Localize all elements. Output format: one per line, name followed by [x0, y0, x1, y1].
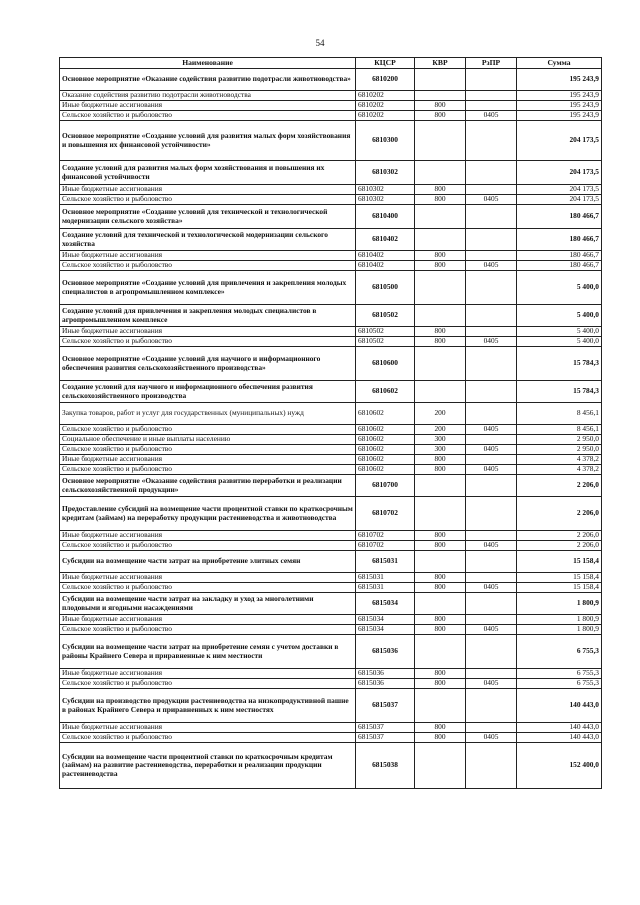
cell-kvr [415, 381, 466, 403]
cell-sum: 180 466,7 [517, 261, 602, 271]
cell-sum: 204 173,5 [517, 195, 602, 205]
cell-sum: 140 443,0 [517, 723, 602, 733]
cell-name: Сельское хозяйство и рыболовство [60, 583, 356, 593]
budget-table [59, 57, 602, 789]
cell-rzpr: 0405 [466, 261, 517, 271]
table-row [60, 465, 602, 475]
table-row [60, 91, 602, 101]
cell-kcsr: 6810600 [356, 347, 415, 381]
cell-kcsr: 6810602 [356, 403, 415, 425]
cell-kcsr: 6810602 [356, 445, 415, 455]
cell-sum: 180 466,7 [517, 229, 602, 251]
cell-kvr [415, 69, 466, 91]
cell-kvr [415, 475, 466, 497]
cell-name: Основное мероприятие «Оказание содействия развитию подотрасли животноводства» [60, 69, 356, 91]
cell-name: Субсидии на возмещение части затрат на закладку и уход за многолетними плодовыми и ягодными насаждениями [60, 593, 356, 615]
table-row [60, 251, 602, 261]
cell-name: Сельское хозяйство и рыболовство [60, 733, 356, 743]
cell-name: Закупка товаров, работ и услуг для государственных (муниципальных) нужд [60, 403, 356, 425]
cell-sum: 180 466,7 [517, 205, 602, 229]
cell-name: Иные бюджетные ассигнования [60, 455, 356, 465]
table-row [60, 583, 602, 593]
cell-name: Создание условий для технической и технологической модернизации сельского хозяйства [60, 229, 356, 251]
cell-kcsr: 6810302 [356, 185, 415, 195]
cell-kvr: 800 [415, 679, 466, 689]
cell-rzpr: 0405 [466, 679, 517, 689]
cell-rzpr: 0405 [466, 425, 517, 435]
cell-kcsr: 6810502 [356, 327, 415, 337]
cell-name: Предоставление субсидий на возмещение части процентной ставки по краткосрочным кредитам (займам) на переработку продукции растениеводства и животноводства [60, 497, 356, 531]
cell-kcsr: 6810502 [356, 305, 415, 327]
cell-rzpr [466, 455, 517, 465]
cell-name: Основное мероприятие «Создание условий для привлечения и закрепления молодых специалистов в агропромышленном комплексе» [60, 271, 356, 305]
cell-kvr: 800 [415, 733, 466, 743]
cell-sum: 5 400,0 [517, 327, 602, 337]
cell-kvr: 800 [415, 573, 466, 583]
cell-name: Субсидии на возмещение части процентной ставки по краткосрочным кредитам (займам) на развитие растениеводства, переработки и реализации продукции растениеводства [60, 743, 356, 789]
cell-kcsr: 6810202 [356, 91, 415, 101]
cell-kcsr: 6810702 [356, 497, 415, 531]
cell-name: Сельское хозяйство и рыболовство [60, 625, 356, 635]
cell-rzpr: 0405 [466, 195, 517, 205]
cell-kcsr: 6810202 [356, 111, 415, 121]
cell-sum: 15 158,4 [517, 551, 602, 573]
cell-sum: 180 466,7 [517, 251, 602, 261]
cell-kcsr: 6810202 [356, 101, 415, 111]
table-row [60, 615, 602, 625]
cell-sum: 1 800,9 [517, 615, 602, 625]
cell-sum: 1 800,9 [517, 593, 602, 615]
cell-kcsr: 6815031 [356, 573, 415, 583]
cell-kcsr: 6810402 [356, 261, 415, 271]
cell-name: Оказание содействия развитию подотрасли животноводства [60, 91, 356, 101]
cell-sum: 140 443,0 [517, 689, 602, 723]
cell-kvr: 800 [415, 615, 466, 625]
cell-kvr: 300 [415, 435, 466, 445]
cell-sum: 6 755,3 [517, 635, 602, 669]
column-header-name: Наименование [60, 58, 356, 69]
cell-kvr [415, 593, 466, 615]
column-header-rzpr: РзПР [466, 58, 517, 69]
cell-kvr [415, 551, 466, 573]
cell-name: Иные бюджетные ассигнования [60, 327, 356, 337]
cell-kvr [415, 271, 466, 305]
cell-kcsr: 6810702 [356, 531, 415, 541]
cell-kvr: 800 [415, 541, 466, 551]
cell-sum: 2 950,0 [517, 435, 602, 445]
cell-rzpr [466, 689, 517, 723]
table-row [60, 435, 602, 445]
cell-kcsr: 6810402 [356, 229, 415, 251]
cell-name: Основное мероприятие «Создание условий для технической и технологической модернизации сельского хозяйства» [60, 205, 356, 229]
table-row [60, 455, 602, 465]
cell-rzpr: 0405 [466, 465, 517, 475]
table-row [60, 425, 602, 435]
cell-rzpr [466, 305, 517, 327]
table-row [60, 327, 602, 337]
cell-rzpr [466, 573, 517, 583]
cell-rzpr [466, 635, 517, 669]
cell-sum: 195 243,9 [517, 101, 602, 111]
cell-name: Сельское хозяйство и рыболовство [60, 195, 356, 205]
cell-kcsr: 6815036 [356, 669, 415, 679]
cell-kvr: 800 [415, 583, 466, 593]
cell-rzpr [466, 497, 517, 531]
cell-sum: 6 755,3 [517, 669, 602, 679]
table-row [60, 669, 602, 679]
table-row [60, 271, 602, 305]
table-row [60, 111, 602, 121]
cell-sum: 2 206,0 [517, 531, 602, 541]
cell-kcsr: 6815034 [356, 615, 415, 625]
cell-name: Иные бюджетные ассигнования [60, 573, 356, 583]
cell-kvr [415, 229, 466, 251]
cell-kvr: 800 [415, 261, 466, 271]
cell-kcsr: 6810200 [356, 69, 415, 91]
cell-kcsr: 6810302 [356, 161, 415, 185]
cell-name: Сельское хозяйство и рыболовство [60, 679, 356, 689]
cell-kcsr: 6815037 [356, 689, 415, 723]
cell-kcsr: 6810402 [356, 251, 415, 261]
table-row [60, 723, 602, 733]
cell-rzpr [466, 205, 517, 229]
cell-rzpr: 0405 [466, 733, 517, 743]
table-row [60, 195, 602, 205]
table-row [60, 337, 602, 347]
cell-sum: 4 378,2 [517, 455, 602, 465]
cell-kvr: 800 [415, 465, 466, 475]
cell-sum: 15 784,3 [517, 347, 602, 381]
page-number: 54 [315, 38, 325, 48]
table-row [60, 593, 602, 615]
cell-name: Сельское хозяйство и рыболовство [60, 337, 356, 347]
cell-sum: 195 243,9 [517, 91, 602, 101]
table-row [60, 381, 602, 403]
cell-sum: 5 400,0 [517, 337, 602, 347]
cell-kvr [415, 635, 466, 669]
cell-name: Основное мероприятие «Оказание содействия развитию переработки и реализации сельскохозяйственной продукции» [60, 475, 356, 497]
cell-rzpr [466, 475, 517, 497]
cell-sum: 195 243,9 [517, 69, 602, 91]
cell-kcsr: 6810602 [356, 425, 415, 435]
table-header-row [60, 58, 602, 69]
column-header-sum: Сумма [517, 58, 602, 69]
cell-sum: 6 755,3 [517, 679, 602, 689]
cell-kvr: 800 [415, 625, 466, 635]
table-row [60, 347, 602, 381]
cell-name: Создание условий для привлечения и закрепления молодых специалистов в агропромышленном комплексе [60, 305, 356, 327]
cell-rzpr [466, 743, 517, 789]
cell-rzpr: 0405 [466, 111, 517, 121]
cell-kcsr: 6810602 [356, 381, 415, 403]
table-row [60, 531, 602, 541]
cell-sum: 8 456,1 [517, 425, 602, 435]
table-row [60, 205, 602, 229]
cell-rzpr [466, 69, 517, 91]
cell-rzpr [466, 615, 517, 625]
column-header-kvr: КВР [415, 58, 466, 69]
cell-name: Иные бюджетные ассигнования [60, 723, 356, 733]
cell-kcsr: 6810702 [356, 541, 415, 551]
cell-sum: 8 456,1 [517, 403, 602, 425]
table-row [60, 185, 602, 195]
cell-kcsr: 6810602 [356, 455, 415, 465]
table-row [60, 121, 602, 161]
cell-kvr [415, 205, 466, 229]
cell-kvr: 800 [415, 111, 466, 121]
cell-kcsr: 6815038 [356, 743, 415, 789]
cell-kcsr: 6815034 [356, 625, 415, 635]
cell-sum: 2 206,0 [517, 475, 602, 497]
cell-kvr: 200 [415, 425, 466, 435]
cell-rzpr [466, 551, 517, 573]
cell-kcsr: 6815037 [356, 723, 415, 733]
table-row [60, 161, 602, 185]
cell-kvr: 800 [415, 185, 466, 195]
cell-kcsr: 6810300 [356, 121, 415, 161]
cell-name: Создание условий для научного и информационного обеспечения развития сельскохозяйственного производства [60, 381, 356, 403]
cell-rzpr [466, 101, 517, 111]
cell-kvr [415, 121, 466, 161]
cell-name: Сельское хозяйство и рыболовство [60, 465, 356, 475]
cell-name: Субсидии на производство продукции растениеводства на низкопродуктивной пашне в районах Крайнего Севера и приравненных к ним местностях [60, 689, 356, 723]
cell-kvr: 800 [415, 531, 466, 541]
cell-sum: 2 206,0 [517, 541, 602, 551]
table-row [60, 229, 602, 251]
cell-rzpr: 0405 [466, 445, 517, 455]
cell-sum: 204 173,5 [517, 161, 602, 185]
cell-kvr [415, 161, 466, 185]
cell-sum: 152 400,0 [517, 743, 602, 789]
cell-kcsr: 6810500 [356, 271, 415, 305]
table-row [60, 497, 602, 531]
cell-rzpr [466, 327, 517, 337]
cell-kcsr: 6815036 [356, 679, 415, 689]
cell-sum: 140 443,0 [517, 733, 602, 743]
table-row [60, 551, 602, 573]
cell-kcsr: 6815037 [356, 733, 415, 743]
cell-kcsr: 6815031 [356, 583, 415, 593]
table-row [60, 445, 602, 455]
cell-name: Сельское хозяйство и рыболовство [60, 445, 356, 455]
cell-rzpr: 0405 [466, 625, 517, 635]
table-body [60, 69, 602, 789]
cell-name: Основное мероприятие «Создание условий для научного и информационного обеспечения развития сельскохозяйственного производства» [60, 347, 356, 381]
cell-rzpr: 0405 [466, 337, 517, 347]
cell-sum: 1 800,9 [517, 625, 602, 635]
cell-kvr: 800 [415, 195, 466, 205]
table-row [60, 573, 602, 583]
cell-name: Иные бюджетные ассигнования [60, 615, 356, 625]
cell-rzpr [466, 403, 517, 425]
cell-kcsr: 6810602 [356, 435, 415, 445]
cell-rzpr [466, 271, 517, 305]
cell-kcsr: 6815031 [356, 551, 415, 573]
cell-kvr: 800 [415, 455, 466, 465]
cell-rzpr [466, 531, 517, 541]
cell-name: Основное мероприятие «Создание условий для развития малых форм хозяйствования и повышения их финансовой устойчивости» [60, 121, 356, 161]
table-row [60, 689, 602, 723]
cell-kcsr: 6810502 [356, 337, 415, 347]
cell-sum: 204 173,5 [517, 121, 602, 161]
table-row [60, 679, 602, 689]
table-row [60, 635, 602, 669]
cell-kvr [415, 497, 466, 531]
cell-rzpr [466, 229, 517, 251]
table-row [60, 101, 602, 111]
table-row [60, 743, 602, 789]
cell-name: Создание условий для развития малых форм хозяйствования и повышения их финансовой устойчивости [60, 161, 356, 185]
cell-kcsr: 6810400 [356, 205, 415, 229]
cell-rzpr [466, 185, 517, 195]
table-row [60, 69, 602, 91]
cell-sum: 5 400,0 [517, 305, 602, 327]
cell-kvr [415, 689, 466, 723]
table-row [60, 403, 602, 425]
cell-kvr [415, 305, 466, 327]
cell-kvr [415, 743, 466, 789]
cell-kcsr: 6815036 [356, 635, 415, 669]
cell-name: Сельское хозяйство и рыболовство [60, 261, 356, 271]
cell-rzpr [466, 669, 517, 679]
cell-kcsr: 6815034 [356, 593, 415, 615]
column-header-kcsr: КЦСР [356, 58, 415, 69]
cell-rzpr [466, 91, 517, 101]
cell-kvr [415, 347, 466, 381]
cell-rzpr [466, 161, 517, 185]
cell-name: Иные бюджетные ассигнования [60, 101, 356, 111]
table-row [60, 541, 602, 551]
cell-kvr: 800 [415, 251, 466, 261]
cell-name: Сельское хозяйство и рыболовство [60, 541, 356, 551]
table-row [60, 305, 602, 327]
cell-sum: 2 206,0 [517, 497, 602, 531]
cell-name: Иные бюджетные ассигнования [60, 669, 356, 679]
cell-kcsr: 6810302 [356, 195, 415, 205]
cell-kvr: 800 [415, 327, 466, 337]
table-row [60, 733, 602, 743]
cell-name: Субсидии на возмещение части затрат на приобретение семян с учетом доставки в районы Крайнего Севера и приравненные к ним местности [60, 635, 356, 669]
table-row [60, 475, 602, 497]
cell-name: Сельское хозяйство и рыболовство [60, 111, 356, 121]
cell-kcsr: 6810700 [356, 475, 415, 497]
cell-sum: 15 158,4 [517, 583, 602, 593]
cell-sum: 15 158,4 [517, 573, 602, 583]
cell-sum: 2 950,0 [517, 445, 602, 455]
cell-sum: 5 400,0 [517, 271, 602, 305]
cell-kvr: 800 [415, 101, 466, 111]
cell-sum: 4 378,2 [517, 465, 602, 475]
cell-name: Иные бюджетные ассигнования [60, 531, 356, 541]
cell-sum: 15 784,3 [517, 381, 602, 403]
cell-kvr: 800 [415, 669, 466, 679]
cell-name: Сельское хозяйство и рыболовство [60, 425, 356, 435]
cell-kvr: 800 [415, 723, 466, 733]
cell-kvr [415, 91, 466, 101]
cell-rzpr [466, 347, 517, 381]
cell-kvr: 300 [415, 445, 466, 455]
table-row [60, 625, 602, 635]
cell-sum: 195 243,9 [517, 111, 602, 121]
cell-name: Иные бюджетные ассигнования [60, 185, 356, 195]
cell-rzpr: 0405 [466, 541, 517, 551]
cell-kcsr: 6810602 [356, 465, 415, 475]
cell-rzpr [466, 121, 517, 161]
cell-rzpr: 0405 [466, 583, 517, 593]
cell-kvr: 200 [415, 403, 466, 425]
cell-rzpr [466, 593, 517, 615]
cell-rzpr [466, 381, 517, 403]
cell-sum: 204 173,5 [517, 185, 602, 195]
cell-rzpr [466, 435, 517, 445]
cell-rzpr [466, 723, 517, 733]
cell-name: Социальное обеспечение и иные выплаты населению [60, 435, 356, 445]
cell-name: Иные бюджетные ассигнования [60, 251, 356, 261]
cell-kvr: 800 [415, 337, 466, 347]
cell-name: Субсидии на возмещение части затрат на приобретение элитных семян [60, 551, 356, 573]
table-row [60, 261, 602, 271]
cell-rzpr [466, 251, 517, 261]
